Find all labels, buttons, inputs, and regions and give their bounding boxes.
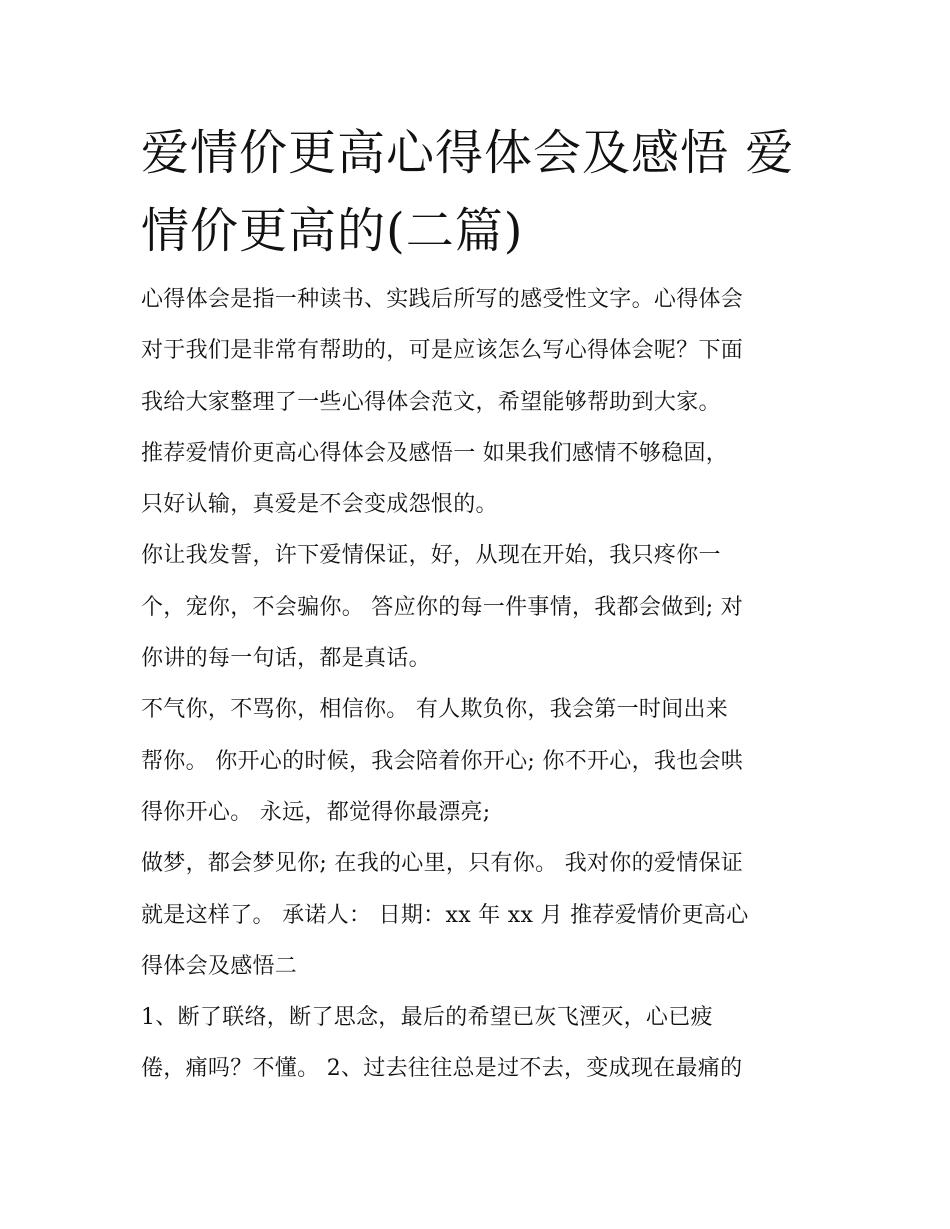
body-line: 得体会及感悟二 [141,953,298,979]
body-line: 就是这样了。 承诺人： 日期：xx 年 xx 月 推荐爱情价更高心 [141,902,749,928]
body-line: 推荐爱情价更高心得体会及感悟一 如果我们感情不够稳固， [141,440,729,466]
body-line: 心得体会是指一种读书、实践后所写的感受性文字。心得体会 [141,287,744,312]
body-line: 倦，痛吗？不懂。 2、过去往往总是过不去，变成现在最痛的 [141,1056,743,1082]
body-line: 我给大家整理了一些心得体会范文，希望能够帮助到大家。 [141,389,721,415]
body-line: 做梦，都会梦见你; 在我的心里，只有你。 我对你的爱情保证 [141,851,744,877]
title-line-1: 爱情价更高心得体会及感悟 爱 [141,125,795,181]
document-body [141,274,821,1095]
body-line: 你让我发誓，许下爱情保证，好，从现在开始，我只疼你一 [141,543,721,569]
body-line: 不气你，不骂你，相信你。 有人欺负你，我会第一时间出来 [141,697,729,723]
title-line-2: 情价更高的(二篇) [141,203,524,259]
body-line: 帮你。 你开心的时候，我会陪着你开心; 你不开心，我也会哄 [141,748,744,774]
body-line: 你讲的每一句话，都是真话。 [141,646,431,672]
body-line: 1、断了联络，断了思念，最后的希望已灰飞湮灭，心已疲 [141,1005,713,1031]
body-line: 得你开心。 永远，都觉得你最漂亮; [141,799,491,825]
body-line: 只好认输，真爱是不会变成怨恨的。 [141,492,498,518]
document-title [141,114,821,270]
body-line: 对于我们是非常有帮助的，可是应该怎么写心得体会呢？下面 [141,338,744,364]
body-line: 个，宠你，不会骗你。 答应你的每一件事情，我都会做到; 对 [141,594,744,620]
